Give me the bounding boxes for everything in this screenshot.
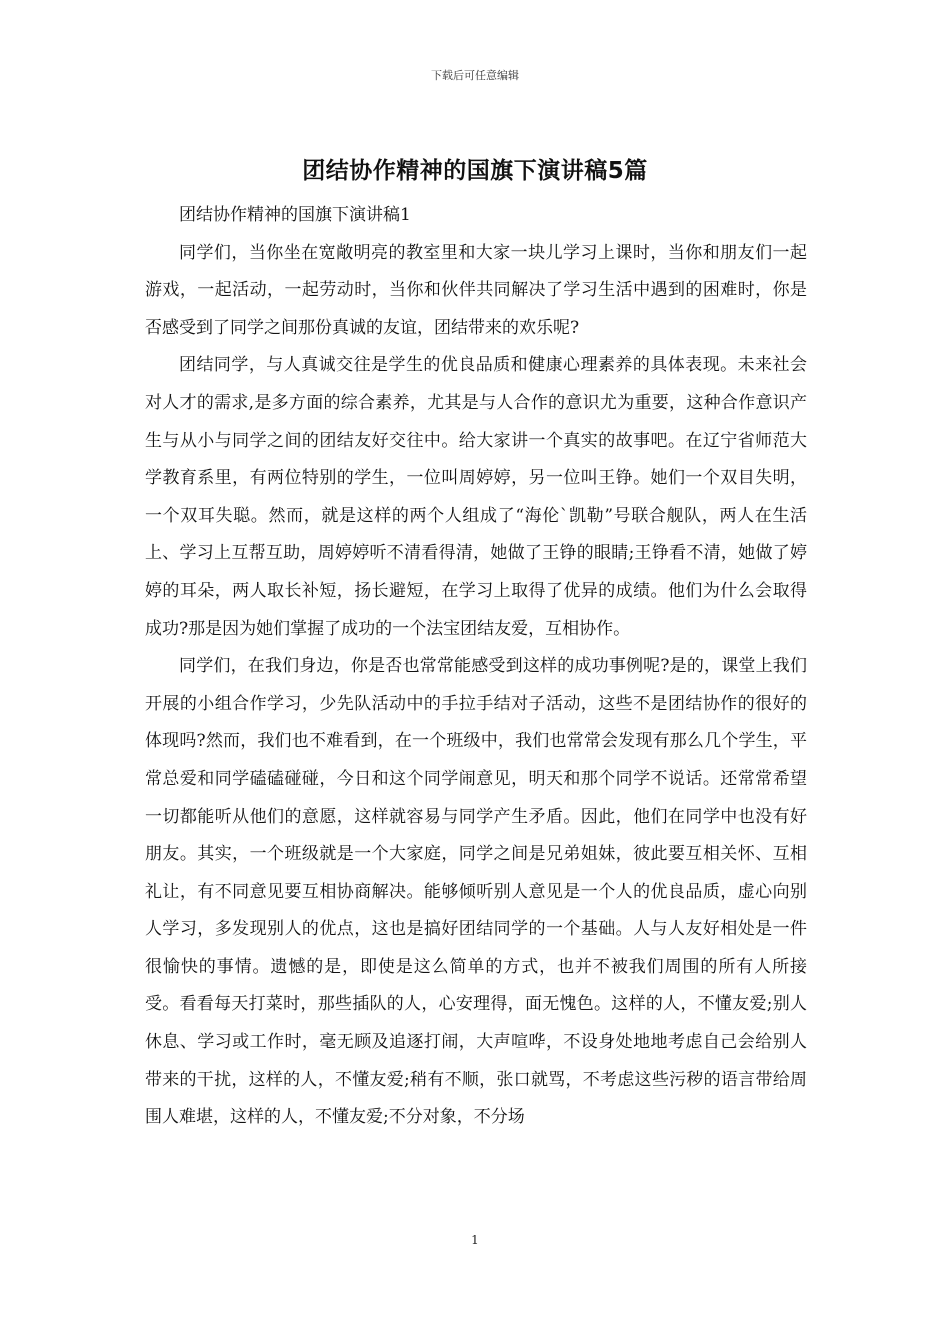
paragraph: 同学们，在我们身边，你是否也常常能感受到这样的成功事例呢?是的，课堂上我们开展的小组合作学习，少先队活动中的手拉手结对子活动，这些不是团结协作的很好的体现吗?然而，我们也不难看到，在一个班级中，我们也常常会发现有那么几个学生，平常总爱和同学磕磕碰碰，今日和这个同学闹意见，明天和那个同学不说话。还常常希望一切都能听从他们的意愿，这样就容易与同学产生矛盾。因此，他们在同学中也没有好朋友。其实，一个班级就是一个大家庭，同学之间是兄弟姐妹，彼此要互相关怀、互相礼让，有不同意见要互相协商解决。能够倾听别人意见是一个人的优良品质，虚心向别人学习，多发现别人的优点，这也是搞好团结同学的一个基础。人与人友好相处是一件很愉快的事情。遗憾的是，即使是这么简单的方式，也并不被我们周围的所有人所接受。看看每天打菜时，那些插队的人，心安理得，面无愧色。这样的人，不懂友爱;别人休息、学习或工作时，毫无顾及追逐打闹，大声喧哗，不设身处地地考虑自己会给别人带来的干扰，这样的人，不懂友爱;稍有不顺，张口就骂，不考虑这些污秽的语言带给周围人难堪，这样的人，不懂友爱;不分对象，不分场 [145, 656, 807, 1128]
paragraph: 同学们，当你坐在宽敞明亮的教室里和大家一块儿学习上课时，当你和朋友们一起游戏，一起活动，一起劳动时，当你和伙伴共同解决了学习生活中遇到的困难时，你是否感受到了同学之间那份真诚的友谊，团结带来的欢乐呢? [145, 242, 807, 338]
paragraph: 团结同学，与人真诚交往是学生的优良品质和健康心理素养的具体表现。未来社会对人才的需求,是多方面的综合素养，尤其是与人合作的意识尤为重要，这种合作意识产生与从小与同学之间的团结友好交往中。给大家讲一个真实的故事吧。在辽宁省师范大学教育系里，有两位特别的学生，一位叫周婷婷，另一位叫王铮。她们一个双目失明，一个双耳失聪。然而，就是这样的两个人组成了“海伦`凯勒”号联合舰队，两人在生活上、学习上互帮互助，周婷婷听不清看得清，她做了王铮的眼睛;王铮看不清，她做了婷婷的耳朵，两人取长补短，扬长避短，在学习上取得了优异的成绩。他们为什么会取得成功?那是因为她们掌握了成功的一个法宝团结友爱，互相协作。 [145, 355, 807, 639]
document-title: 团结协作精神的国旗下演讲稿5篇 [302, 158, 648, 184]
body-text [145, 197, 807, 1137]
section-heading: 团结协作精神的国旗下演讲稿1 [179, 205, 411, 225]
page-number: 1 [471, 1233, 479, 1247]
header-note: 下载后可任意编辑 [431, 69, 519, 82]
